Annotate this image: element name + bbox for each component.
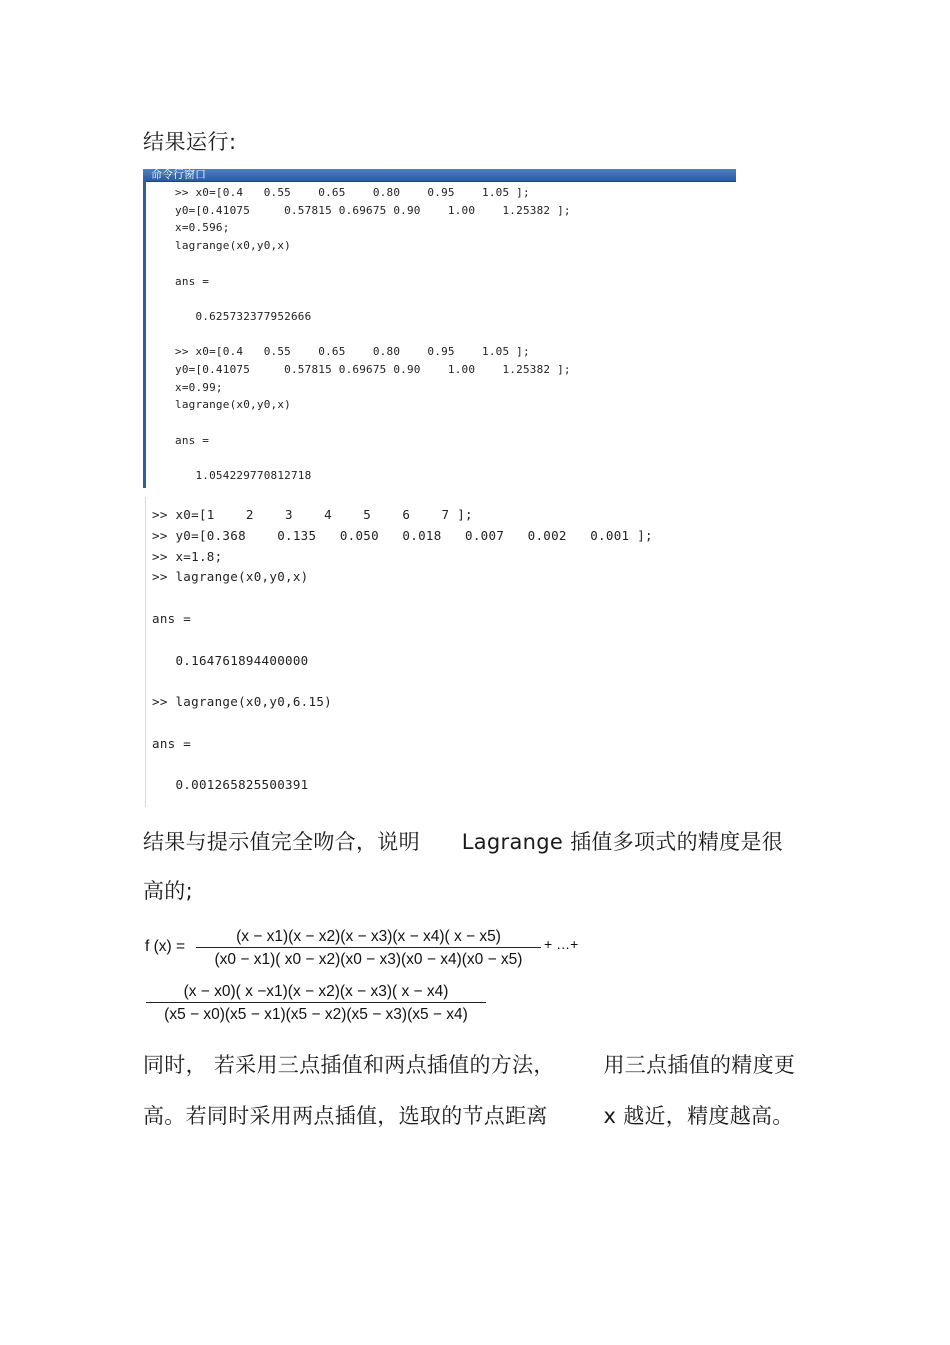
formula-term-1 <box>196 928 541 969</box>
command-window-screenshot-2 <box>143 497 703 807</box>
command-window-screenshot-1 <box>143 169 736 488</box>
formula-term-2-denominator: (x5 − x0)(x5 − x1)(x5 − x2)(x5 − x3)(x5 − x4) <box>164 1006 468 1023</box>
command-window-output-1: >> x0=[0.4 0.55 0.65 0.80 0.95 1.05 ]; y0=[0.41075 0.57815 0.69675 0.90 1.00 1.25382 ]; x=0.596; lagrange(x0,y0,x) ans = 0.625732377952666 >> x0=[0.4 0.55 0.65 0.80 0.95 1.05 ]; y0=[0.41075 0.57815 0.69675 0.90 1.00 1.25382 ]; x=0.99; lagrange(x0,y0,x) ans = 1.054229770812718 <box>175 186 571 483</box>
paragraph-1-line-1: 结果与提示值完全吻合，说明 Lagrange 插值多项式的精度是很 <box>143 830 784 854</box>
paragraph-2-line-1: 同时， 若采用三点插值和两点插值的方法， 用三点插值的精度更 <box>143 1053 796 1077</box>
command-window-left-edge <box>145 497 146 807</box>
formula-ellipsis: + …+ <box>544 936 579 952</box>
command-window-title-bar <box>143 169 736 182</box>
command-window-output-2: >> x0=[1 2 3 4 5 6 7 ]; >> y0=[0.368 0.135 0.050 0.018 0.007 0.002 0.001 ]; >> x=1.8; >> lagrange(x0,y0,x) ans = 0.164761894400000 >> lagrange(x0,y0,6.15) ans = 0.001265825500391 <box>152 507 653 793</box>
paragraph-2-line-2: 高。若同时采用两点插值，选取的节点距离 x 越近，精度越高。 <box>143 1104 794 1128</box>
formula-term-1-denominator: (x0 − x1)( x0 − x2)(x0 − x3)(x0 − x4)(x0 − x5) <box>214 951 523 968</box>
section-heading: 结果运行: <box>143 130 237 154</box>
command-window-left-edge <box>143 181 146 488</box>
formula-term-2 <box>146 983 486 1024</box>
command-window-title: 命令行窗口 <box>151 168 206 181</box>
formula-term-1-numerator: (x − x1)(x − x2)(x − x3)(x − x4)( x − x5) <box>196 928 541 948</box>
formula-lhs: f (x) = <box>145 938 186 955</box>
formula-term-2-numerator: (x − x0)( x −x1)(x − x2)(x − x3)( x − x4) <box>146 983 486 1003</box>
paragraph-1-line-2: 高的; <box>143 879 193 903</box>
